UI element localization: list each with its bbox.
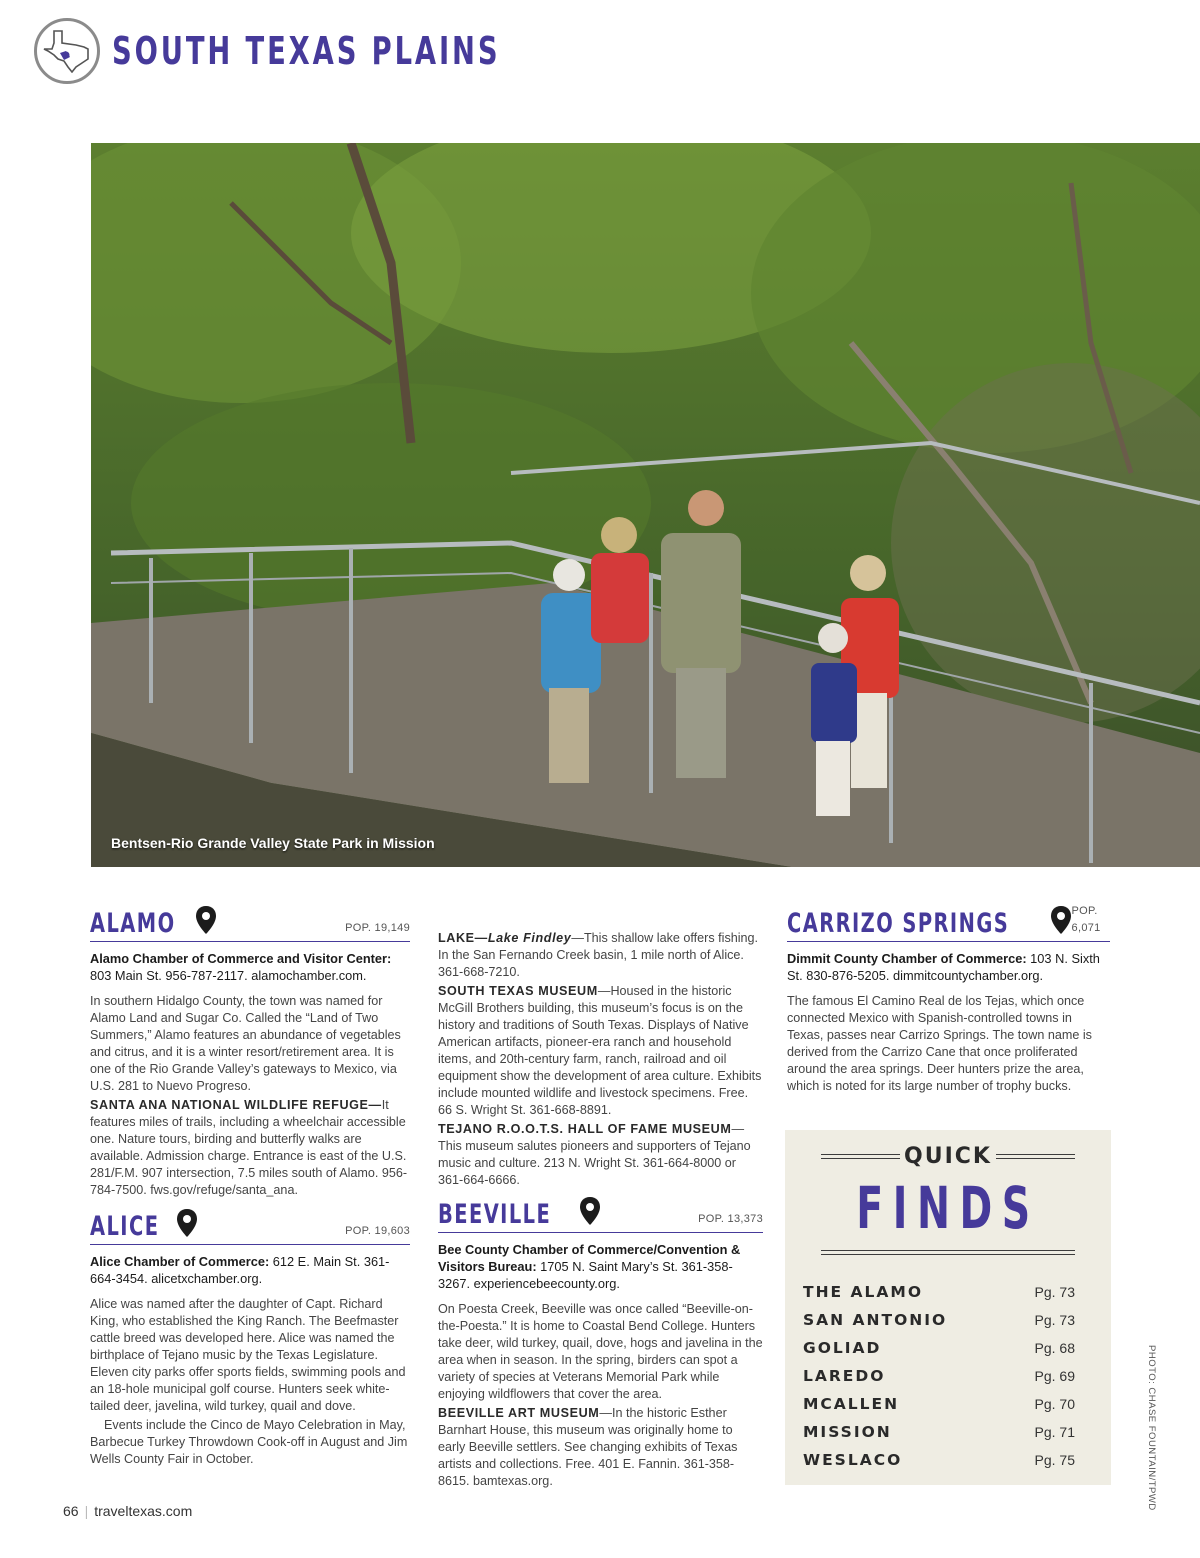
map-pin-icon (195, 905, 217, 935)
map-pin-icon (176, 1208, 198, 1238)
column-1 (90, 902, 410, 1470)
chamber-info (90, 1253, 410, 1287)
page-ref: Pg. 73 (1034, 1284, 1075, 1300)
page-ref: Pg. 75 (1034, 1452, 1075, 1468)
list-item[interactable] (803, 1334, 1075, 1362)
attraction-entry (438, 1405, 763, 1490)
destination-name: GOLIAD (803, 1339, 882, 1357)
attraction-name: LAKE— (438, 931, 488, 945)
chamber-contact: 803 Main St. 956-787-2117. alamochamber.com. (90, 968, 367, 983)
attraction-entry (90, 1097, 410, 1199)
page-ref: Pg. 73 (1034, 1312, 1075, 1328)
page-ref: Pg. 71 (1034, 1424, 1075, 1440)
city-name: ALAMO (90, 908, 176, 939)
chamber-contact: 1705 N. Saint Mary’s St. 361-358-3267. experiencebeecounty.org. (438, 1259, 733, 1291)
page-ref: Pg. 68 (1034, 1340, 1075, 1356)
city-header-carrizo-springs (787, 902, 1110, 942)
attraction-name: SOUTH TEXAS MUSEUM (438, 984, 598, 998)
chamber-name: Alice Chamber of Commerce: (90, 1254, 270, 1269)
list-item[interactable] (803, 1446, 1075, 1474)
chamber-info (90, 950, 410, 984)
attraction-name: SANTA ANA NATIONAL WILDLIFE REFUGE— (90, 1098, 382, 1112)
quick-finds-header (821, 1144, 1075, 1169)
list-item[interactable] (803, 1278, 1075, 1306)
chamber-name: Dimmit County Chamber of Commerce: (787, 951, 1027, 966)
chamber-contact: 612 E. Main St. 361-664-3454. alicetxchamber.org. (90, 1254, 390, 1286)
divider (996, 1154, 1075, 1159)
destination-name: LAREDO (803, 1367, 886, 1385)
divider (821, 1250, 1075, 1255)
attraction-entry (438, 983, 763, 1119)
attraction-name: TEJANO R.O.O.T.S. HALL OF FAME MUSEUM (438, 1122, 732, 1136)
list-item[interactable] (803, 1306, 1075, 1334)
hero-photo (91, 143, 1200, 867)
photo-credit: PHOTO: CHASE FOUNTAIN/TPWD (1146, 1345, 1157, 1511)
destination-name: THE ALAMO (803, 1283, 923, 1301)
quick-finds-box (785, 1130, 1111, 1485)
destination-name: MISSION (803, 1423, 892, 1441)
website-link[interactable]: traveltexas.com (94, 1503, 193, 1519)
events-text: Events include the Cinco de Mayo Celebration in May, Barbecue Turkey Throwdown Cook-off in August and Jim Wells County Fair in October. (90, 1418, 408, 1466)
page-header (34, 16, 651, 86)
map-pin-icon (579, 1196, 601, 1226)
population: POP. 19,149 (345, 922, 410, 934)
population: POP. 19,603 (345, 1225, 410, 1237)
chamber-name: Alamo Chamber of Commerce and Visitor Center: (90, 951, 392, 966)
population: POP. 13,373 (698, 1213, 763, 1225)
destination-name: MCALLEN (803, 1395, 900, 1413)
region-title: SOUTH TEXAS PLAINS (112, 29, 501, 73)
attraction-text: —This museum salutes pioneers and supporters of Tejano music and culture. 213 N. Wright St. 361-664-8000 or 361-664-6666. (438, 1122, 751, 1187)
list-item[interactable] (803, 1418, 1075, 1446)
attraction-text: —This shallow lake offers fishing. In the San Fernando Creek basin, 1 mile north of Alice. 361-668-7210. (438, 931, 759, 979)
quick-finds-list (803, 1278, 1075, 1474)
city-name: BEEVILLE (438, 1199, 552, 1230)
page-ref: Pg. 69 (1034, 1368, 1075, 1384)
page-number: 66 (63, 1503, 79, 1519)
chamber-info (438, 1241, 763, 1292)
destination-name: WESLACO (803, 1451, 903, 1469)
finds-label: FINDS (856, 1174, 1040, 1242)
city-description: The famous El Camino Real de los Tejas, which once connected Mexico with Spanish-controlled towns in Texas, passes near Carrizo Springs. The town name is derived from the Carrizo Cane that once proliferated around the area springs. Deer hunters prize the area, which is noted for its large number of trophy bucks. (787, 994, 1092, 1093)
list-item[interactable] (803, 1362, 1075, 1390)
list-item[interactable] (803, 1390, 1075, 1418)
region-badge (34, 18, 100, 84)
city-name: CARRIZO SPRINGS (787, 908, 1010, 939)
city-header-alice (90, 1205, 410, 1245)
lake-name: Lake Findley (487, 931, 572, 945)
texas-map-icon (42, 29, 92, 73)
quick-label: QUICK (904, 1144, 992, 1169)
attraction-text: It features miles of trails, including a wheelchair accessible one. Nature tours, birding and butterfly walks are available. Admission charge. Entrance is east of the U.S. 281/F.M. 907 intersection, 7.5 miles south of Alamo. 956-784-7500. fws.gov/refuge/santa_ana. (90, 1098, 408, 1197)
city-header-alamo (90, 902, 410, 942)
city-header-beeville (438, 1193, 763, 1233)
attraction-entry (438, 930, 763, 981)
population: POP. 6,071 (1071, 905, 1101, 934)
map-pin-icon (1050, 905, 1072, 935)
attraction-text: —In the historic Esther Barnhart House, this museum was originally home to early Beeville settlers. See changing exhibits of Texas artists and collections. Free. 401 E. Fannin. 361-358-8615. bamtexas.org. (438, 1406, 738, 1488)
city-description: In southern Hidalgo County, the town was named for Alamo Land and Sugar Co. Called the “Land of Two Summers,” Alamo features an abundance of vegetables and citrus, and it is a winter resort/retirement area. It is one of the Rio Grande Valley’s gateways to Mexico, via U.S. 281 to Nuevo Progreso. (90, 994, 401, 1093)
city-description: On Poesta Creek, Beeville was once called “Beeville-on-the-Poesta.” It is home to Coastal Bend College. Hunters take deer, wild turkey, quail, dove, hogs and javelina in the area when in season. In the spring, birders can spot a variety of species at Veterans Memorial Park while enjoying wildflowers that cover the area. (438, 1302, 763, 1401)
attraction-entry (438, 1121, 763, 1189)
divider (821, 1154, 900, 1159)
column-2 (438, 930, 763, 1492)
city-name: ALICE (90, 1211, 160, 1242)
column-3 (787, 902, 1110, 1097)
chamber-name: Bee County Chamber of Commerce/Convention & Visitors Bureau: (438, 1242, 741, 1274)
attraction-text: —Housed in the historic McGill Brothers building, this museum’s focus is on the history and traditions of South Texas. Displays of Native American artifacts, pioneer-era ranch and household items, and 20th-century farm, ranch, railroad and oil equipment show the development of area culture. Exhibits include mounted wildlife and livestock specimens. Free. 66 S. Wright St. 361-668-8891. (438, 984, 762, 1117)
destination-name: SAN ANTONIO (803, 1311, 948, 1329)
divider: | (84, 1503, 89, 1519)
page-ref: Pg. 70 (1034, 1396, 1075, 1412)
page-footer (63, 1503, 192, 1519)
attraction-name: BEEVILLE ART MUSEUM (438, 1406, 600, 1420)
photo-caption: Bentsen-Rio Grande Valley State Park in Mission (111, 835, 435, 851)
chamber-info (787, 950, 1110, 984)
chamber-contact: 103 N. Sixth St. 830-876-5205. dimmitcountychamber.org. (787, 951, 1100, 983)
city-description: Alice was named after the daughter of Capt. Richard King, who established the King Ranch. The Beefmaster cattle breed was developed here. Alice was named the birthplace of Tejano music by the Texas Legislature. Eleven city parks offer sports fields, swimming pools and an 18-hole municipal golf course. Hunters seek white-tailed deer, javelina, wild turkey, quail and dove. (90, 1297, 406, 1413)
